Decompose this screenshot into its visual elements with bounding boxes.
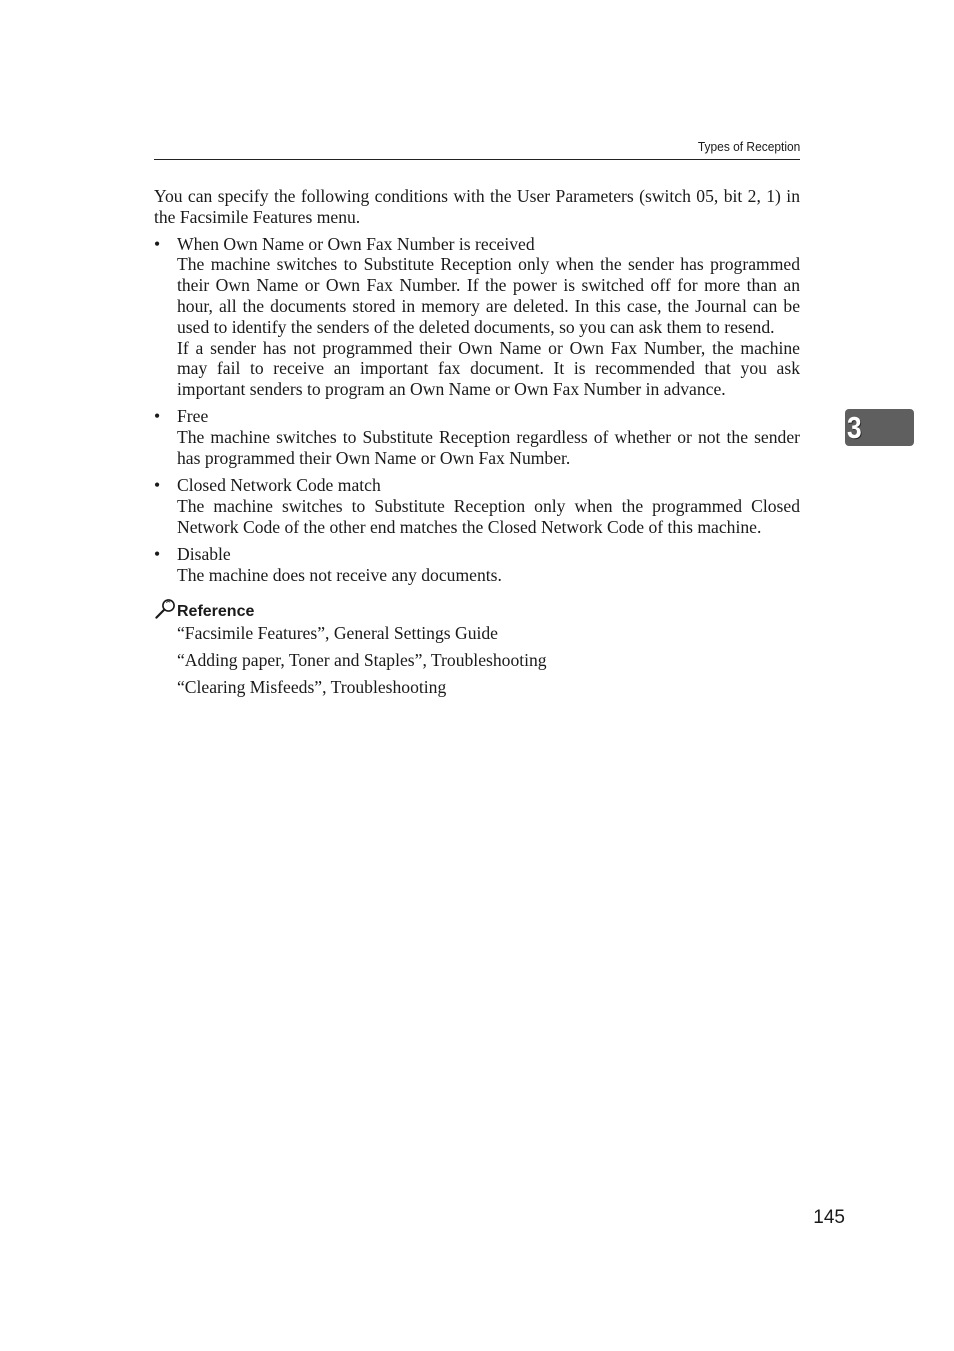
bullet-icon: • xyxy=(154,233,161,254)
chapter-tab xyxy=(845,409,914,446)
bullet-icon: • xyxy=(154,544,161,565)
bullet-icon: • xyxy=(154,406,161,427)
intro-paragraph: You can specify the following conditions with the User Parameters (switch 05, bit 2, 1) in the Facsimile Features menu. xyxy=(154,186,800,227)
list-item-text: The machine switches to Substitute Reception only when the sender has programmed their Own Name or Own Fax Number. If the power is switched off for more than an hour, all the documents stored in memory are deleted. In this case, the Journal can be used to identify the senders of the deleted documents, so you can ask them to resend. xyxy=(177,254,800,337)
list-item xyxy=(154,475,800,537)
list-item-text: The machine switches to Substitute Reception only when the programmed Closed Network Code of the other end matches the Closed Network Code of this machine. xyxy=(177,496,800,537)
reference-item: “Facsimile Features”, General Settings Guide xyxy=(177,622,498,643)
list-item-title: When Own Name or Own Fax Number is received xyxy=(177,233,535,254)
reference-item: “Adding paper, Toner and Staples”, Troubleshooting xyxy=(177,650,547,671)
magnifier-icon xyxy=(154,598,177,620)
reference-section xyxy=(154,598,800,698)
list-item-text: If a sender has not programmed their Own Name or Own Fax Number, the machine may fail to receive an important fax document. It is recommended that you ask important senders to program an Own Name or Own Fax Number in advance. xyxy=(177,337,800,400)
running-header: Types of Reception xyxy=(697,139,800,154)
list-item-title: Disable xyxy=(177,544,231,565)
bullet-icon: • xyxy=(154,475,161,496)
page-number: 145 xyxy=(813,1207,845,1228)
list-item xyxy=(154,544,800,586)
list-item-title: Free xyxy=(177,406,209,427)
reference-list xyxy=(177,623,800,698)
header-rule xyxy=(154,159,800,160)
list-item-title: Closed Network Code match xyxy=(177,475,381,496)
list-item xyxy=(154,406,800,468)
list-item xyxy=(154,234,800,400)
reference-heading xyxy=(154,598,800,620)
reference-item: “Clearing Misfeeds”, Troubleshooting xyxy=(177,677,447,698)
chapter-number: 3 xyxy=(847,410,862,445)
main-content xyxy=(154,186,800,705)
list-item-text: The machine does not receive any documents. xyxy=(177,565,502,586)
reference-label: Reference xyxy=(177,602,255,620)
list-item-text: The machine switches to Substitute Reception regardless of whether or not the sender has programmed their Own Name or Own Fax Number. xyxy=(177,427,800,469)
condition-list xyxy=(154,234,800,586)
